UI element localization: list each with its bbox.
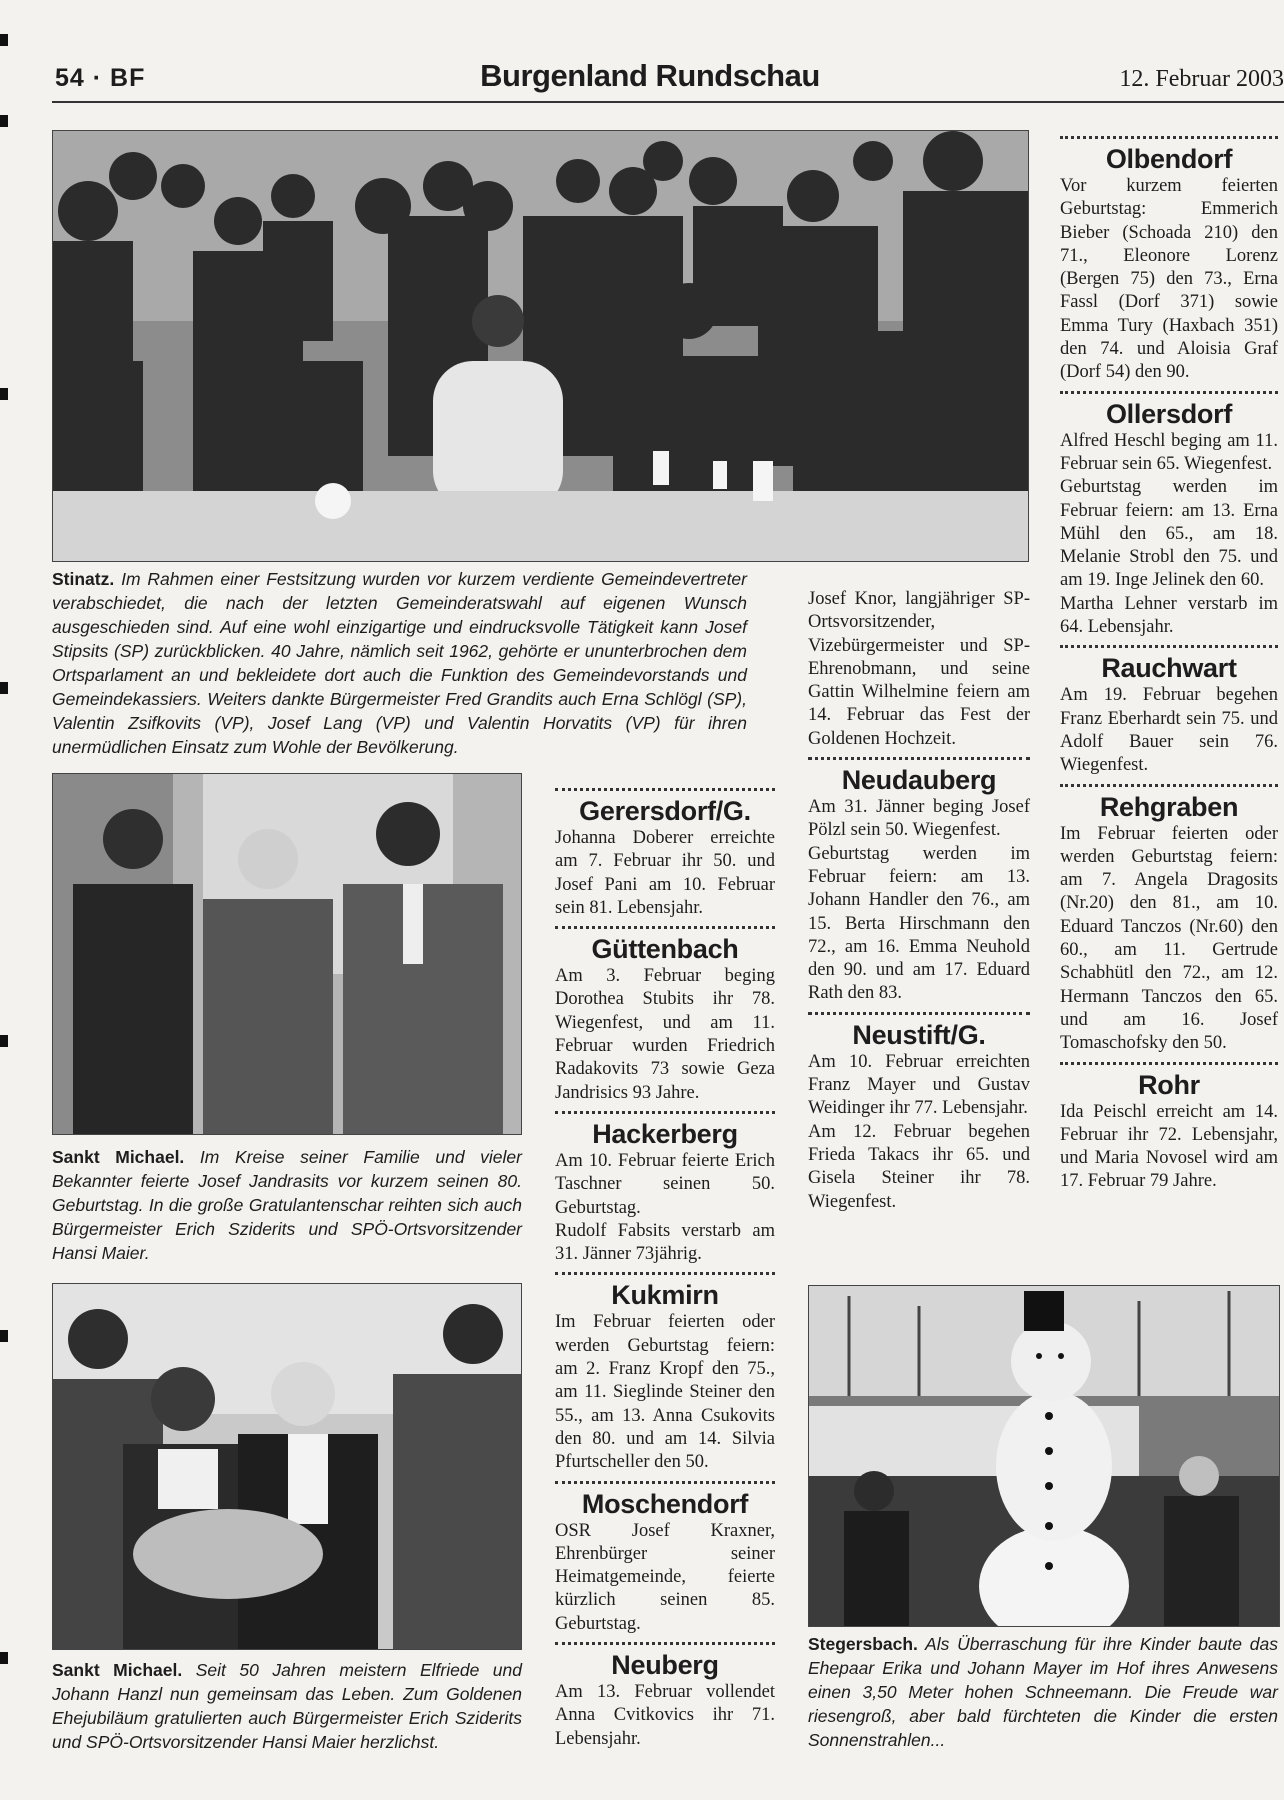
photo-jandrasits [52,773,522,1135]
section-text: Rudolf Fabsits verstarb am 31. Jänner 73jährig. [555,1220,775,1265]
dotted-rule [555,1111,775,1114]
dotted-rule [555,926,775,929]
section-text: Vor kurzem feierten Geburtstag: Emmerich Bieber (Schoada 210) den 71., Eleonore Lorenz (Bergen 75) den 73., Erna Fassl (Dorf 371) sowie Emma Tury (Haxbach 351) den 74. und Aloisia Graf (Dorf 54) den 90. [1060,176,1278,383]
section-title: Neudauberg [841,765,997,796]
section-hackerberg [555,1111,775,1266]
photo-stinatz-group [52,130,1029,562]
publication-title: Burgenland Rundschau [480,58,820,93]
section-title: Moschendorf [581,1488,749,1519]
caption-stegersbach [808,1632,1278,1752]
issue-date: 12. Februar 2003 [1119,66,1284,92]
section-rauchwart [1060,645,1278,777]
section-text: Johanna Doberer erreichte am 7. Februar ihr 50. und Josef Pani am 10. Februar sein 81. Lebensjahr. [555,828,775,918]
caption-hanzl [52,1658,522,1754]
dotted-rule [555,1272,775,1275]
caption-stinatz [52,567,747,759]
section-text: Geburtstag werden im Februar feiern: am 13. Erna Mühl den 65., am 18. Melanie Strobl den 75. und am 19. Inge Jelinek den 60. [1060,477,1278,591]
dotted-rule [808,1012,1030,1015]
section-gerersdorf [555,788,775,920]
column-right-middle [808,588,1030,1214]
section-text: Im Februar feierten oder werden Geburtstag feiern: am 7. Angela Dragosits (Nr.20) den 81., am 10. Eduard Tanczos (Nr.60) den 60., am 11. Gertrude Schabhütl den 72., am 12. Hermann Tanczos den 65. und am 16. Josef Tomaschofsky den 50. [1060,823,1278,1054]
section-text: Am 13. Februar vollendet Anna Cvitkovics ihr 71. Lebensjahr. [555,1682,775,1749]
section-text: Am 12. Februar begehen Frieda Takacs ihr 65. und Gisela Steiner ihr 78. Wiegenfest. [808,1121,1030,1212]
section-title: Rohr [1138,1069,1200,1100]
section-kukmirn [555,1272,775,1474]
column-middle [555,782,775,1751]
section-rohr [1060,1062,1278,1194]
caption-place: Sankt Michael. [52,1147,185,1167]
section-title: Neuberg [611,1650,719,1681]
edge-mark [0,1652,8,1664]
section-title: Rauchwart [1101,653,1237,684]
dotted-rule [1060,784,1278,787]
section-title: Olbendorf [1105,144,1233,174]
section-rehgraben [1060,784,1278,1056]
section-text: Alfred Heschl beging am 11. Februar sein 65. Wiegenfest. [1060,430,1278,474]
caption-jandrasits [52,1145,522,1265]
edge-mark [0,388,8,400]
section-title: Neustift/G. [852,1019,986,1050]
photo-snowman [808,1285,1280,1627]
section-text: OSR Josef Kraxner, Ehrenbürger seiner Heimatgemeinde, feierte kürzlich seinen 85. Geburtstag. [555,1520,775,1634]
caption-text: Im Kreise seiner Familie und vieler Bekannter feierte Josef Jandrasits vor kurzem seinen 80. Geburtstag. In die große Gratulantenschar reihten sich auch Bürgermeister Erich Sziderits und SPÖ-Ortsvorsitzender Hansi Maier. [52,1147,522,1263]
intro-text: Josef Knor, langjähriger SP-Ortsvorsitzender, Vizebürgermeister und SP-Ehrenobmann, und seine Gattin Wilhelmine feiern am 14. Februar das Fest der Goldenen Hochzeit. [808,589,1030,749]
column-far-right [1060,130,1278,1194]
section-text: Am 19. Februar begehen Franz Eberhardt sein 75. und Adolf Bauer sein 76. Wiegenfest. [1060,685,1278,776]
section-title: Güttenbach [591,934,739,965]
edge-mark [0,34,8,46]
section-guettenbach [555,926,775,1105]
caption-text: Als Überraschung für ihre Kinder baute das Ehepaar Erika und Johann Mayer im Hof ihres Anwesens einen 3,50 Meter hohen Schneemann. Die Freude war riesengroß, aber bald fürchteten die Kinder die ersten Sonnenstrahlen... [808,1634,1278,1750]
dotted-rule [1060,1062,1278,1065]
section-neudauberg [808,757,1030,1006]
caption-place: Sankt Michael. [52,1660,183,1680]
dotted-rule [555,788,775,791]
section-olbendorf [1060,136,1278,385]
edge-mark [0,1035,8,1047]
photo-hanzl [52,1283,522,1650]
dotted-rule [555,1642,775,1645]
section-title: Ollersdorf [1105,398,1233,429]
section-title: Gerersdorf/G. [579,796,751,826]
page-number: 54 · BF [55,64,146,92]
edge-mark [0,682,8,694]
header-rule [52,101,1284,103]
caption-text: Im Rahmen einer Festsitzung wurden vor kurzem verdiente Gemeindevertreter verabschiedet, die nach der letzten Gemeinderatswahl auf eigenen Wunsch ausgeschieden sind. Auf eine wohl einzigartige und eindrucksvolle Tätigkeit kann Josef Stipsits (SP) zurückblicken. 40 Jahre, nämlich seit 1962, gehörte er ununterbrochen dem Ortsparlament an und bekleidete dort auch die Funktion des Gemeindevorstands und Gemeindekassiers. Weiters dankte Bürgermeister Fred Grandits auch Erna Schlögl (SP), Valentin Zsifkovits (VP), Josef Lang (VP) und Valentin Horvatits (VP) für ihren unermüdlichen Einsatz zum Wohle der Bevölkerung. [52,569,747,757]
section-title: Kukmirn [611,1280,719,1311]
dotted-rule [808,757,1030,760]
section-text: Martha Lehner verstarb im 64. Lebensjahr. [1060,593,1278,638]
section-text: Im Februar feierten oder werden Geburtstag feiern: am 2. Franz Kropf den 75., am 11. Sieglinde Steiner den 55., am 13. Anna Csukovits den 80. und am 14. Silvia Pfurtscheller den 50. [555,1312,775,1473]
section-ollersdorf [1060,391,1278,640]
dotted-rule [555,1481,775,1484]
caption-place: Stegersbach. [808,1634,918,1654]
dotted-rule [1060,391,1278,394]
section-text: Am 31. Jänner beging Josef Pölzl sein 50. Wiegenfest. [808,797,1030,841]
edge-mark [0,1330,8,1342]
section-title: Hackerberg [592,1118,738,1149]
section-text: Am 3. Februar beging Dorothea Stubits ihr 78. Wiegenfest, und am 11. Februar wurden Friedrich Radakovits 73 sowie Geza Jandrisics 93 Jahre. [555,966,775,1103]
section-text: Am 10. Februar erreichten Franz Mayer und Gustav Weidinger ihr 77. Lebensjahr. [808,1051,1030,1119]
section-text: Geburtstag werden im Februar feiern: am 13. Johann Handler den 76., am 15. Berta Hirschmann den 72., am 16. Emma Neuhold den 90. und am 17. Eduard Rath den 83. [808,843,1030,1004]
section-title: Rehgraben [1099,791,1239,822]
section-neustift [808,1012,1030,1214]
caption-place: Stinatz. [52,569,115,589]
section-moschendorf [555,1481,775,1636]
caption-text: Seit 50 Jahren meistern Elfriede und Johann Hanzl nun gemeinsam das Leben. Zum Goldenen Ehejubiläum gratulierten auch Bürgermeister Erich Sziderits und SPÖ-Ortsvorsitzender Hansi Maier herzlichst. [52,1660,523,1752]
dotted-rule [1060,136,1278,139]
section-neuberg [555,1642,775,1751]
dotted-rule [1060,645,1278,648]
section-text: Ida Peischl erreicht am 14. Februar ihr 72. Lebensjahr, und Maria Novosel wird am 17. Februar 79 Jahre. [1060,1101,1278,1192]
edge-mark [0,115,8,127]
section-text: Am 10. Februar feierte Erich Taschner seinen 50. Geburtstag. [555,1150,775,1218]
